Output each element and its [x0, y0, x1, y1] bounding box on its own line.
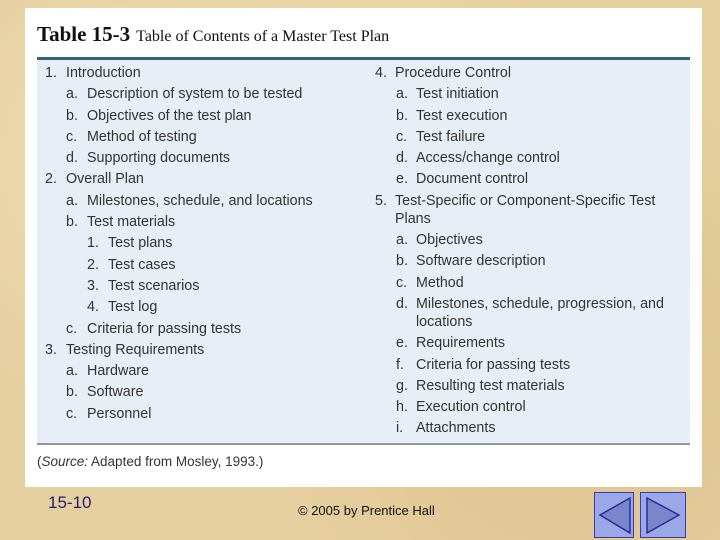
item-text: Test initiation	[416, 86, 499, 103]
list-item	[45, 405, 355, 426]
item-marker: c.	[66, 405, 78, 422]
item-marker: d.	[396, 295, 408, 312]
item-text: Test materials	[87, 214, 176, 231]
item-text: Objectives of the test plan	[87, 107, 252, 124]
item-marker: d.	[66, 150, 78, 167]
item-marker: d.	[396, 150, 408, 167]
list-item	[45, 298, 355, 319]
list-item	[45, 277, 355, 298]
list-item	[375, 64, 675, 85]
list-item	[45, 170, 355, 191]
right-column	[375, 64, 675, 441]
table-number: Table 15-3	[37, 22, 131, 46]
list-item	[375, 149, 675, 170]
list-item	[45, 320, 355, 341]
item-text: Execution control	[416, 399, 526, 416]
list-item	[375, 107, 675, 128]
list-item	[375, 252, 675, 273]
list-item	[375, 295, 675, 334]
list-item	[375, 398, 675, 419]
item-marker: a.	[66, 86, 78, 103]
list-item	[45, 128, 355, 149]
item-marker: b.	[66, 107, 78, 124]
source-text: Adapted from Mosley, 1993.	[88, 454, 259, 469]
list-item	[375, 170, 675, 191]
slide-number: 15-10	[48, 493, 92, 512]
item-marker: a.	[66, 192, 78, 209]
item-text: Software	[87, 384, 144, 401]
item-text: Personnel	[87, 405, 152, 422]
item-marker: e.	[396, 335, 408, 352]
table-title	[37, 22, 389, 47]
item-text: Resulting test materials	[416, 377, 565, 394]
item-text: Method	[416, 274, 464, 291]
source-label: Source:	[41, 454, 89, 469]
list-item	[45, 85, 355, 106]
item-marker: c.	[66, 320, 78, 337]
copyright: © 2005 by Prentice Hall	[298, 503, 435, 518]
item-marker: 1.	[87, 235, 99, 252]
item-marker: e.	[396, 171, 408, 188]
item-marker: c.	[396, 128, 408, 145]
item-text: Document control	[416, 171, 529, 188]
item-marker: 5.	[375, 192, 387, 209]
item-marker: 4.	[375, 65, 387, 81]
item-text: Test failure	[416, 128, 486, 145]
list-item	[45, 383, 355, 404]
list-item	[375, 419, 675, 440]
list-item	[375, 85, 675, 106]
list-item	[45, 234, 355, 255]
list-item	[45, 64, 355, 85]
item-text: Hardware	[87, 363, 149, 380]
item-text: Supporting documents	[87, 150, 231, 167]
list-item	[375, 192, 675, 231]
list-item	[45, 192, 355, 213]
list-item	[45, 362, 355, 383]
item-marker: b.	[66, 214, 78, 231]
item-text: Milestones, schedule, and locations	[87, 192, 313, 209]
item-marker: i.	[396, 420, 404, 437]
item-text: Criteria for passing tests	[416, 356, 571, 373]
table-figure	[25, 8, 702, 487]
next-slide-button[interactable]	[640, 492, 686, 538]
item-marker: 3.	[87, 277, 99, 294]
item-text: Access/change control	[416, 150, 560, 167]
item-marker: 4.	[87, 299, 99, 316]
list-item	[375, 128, 675, 149]
item-marker: a.	[66, 363, 78, 380]
item-marker: c.	[66, 128, 78, 145]
item-text: Testing Requirements	[66, 341, 205, 358]
item-text: Test execution	[416, 107, 508, 124]
item-text: Requirements	[416, 335, 505, 352]
item-marker: 2.	[45, 171, 57, 188]
item-text: Procedure Control	[395, 65, 512, 81]
item-text: Method of testing	[87, 128, 197, 145]
contents-table	[37, 57, 690, 445]
item-text: Milestones, schedule, progression, and locations	[416, 295, 664, 330]
triangle-right-icon	[641, 493, 687, 539]
list-item	[375, 356, 675, 377]
item-text: Test-Specific or Component-Specific Test Plans	[395, 192, 656, 227]
item-text: Test scenarios	[108, 277, 200, 294]
item-marker: b.	[396, 107, 408, 124]
item-marker: f.	[396, 356, 404, 373]
item-marker: 3.	[45, 341, 57, 358]
item-marker: 2.	[87, 256, 99, 273]
item-text: Introduction	[66, 65, 141, 81]
item-marker: a.	[396, 86, 408, 103]
item-marker: h.	[396, 399, 408, 416]
item-text: Test plans	[108, 235, 173, 252]
left-column	[45, 64, 355, 426]
item-text: Criteria for passing tests	[87, 320, 242, 337]
item-marker: g.	[396, 377, 408, 394]
list-item	[45, 341, 355, 362]
item-marker: c.	[396, 274, 408, 291]
item-text: Objectives	[416, 232, 483, 249]
list-item	[45, 107, 355, 128]
item-marker: b.	[66, 384, 78, 401]
list-item	[375, 274, 675, 295]
item-text: Description of system to be tested	[87, 86, 303, 103]
table-caption: Table of Contents of a Master Test Plan	[136, 28, 390, 45]
list-item	[45, 256, 355, 277]
previous-slide-button[interactable]	[594, 492, 634, 538]
list-item	[375, 231, 675, 252]
list-item	[375, 334, 675, 355]
source-note: (Source: Adapted from Mosley, 1993.)	[37, 454, 264, 469]
list-item	[375, 377, 675, 398]
list-item	[45, 149, 355, 170]
triangle-left-icon	[595, 493, 635, 539]
item-text: Attachments	[416, 420, 496, 437]
item-text: Overall Plan	[66, 171, 144, 188]
item-marker: a.	[396, 232, 408, 249]
item-marker: 1.	[45, 65, 57, 81]
item-text: Software description	[416, 253, 546, 270]
item-marker: b.	[396, 253, 408, 270]
item-text: Test log	[108, 299, 158, 316]
list-item	[45, 213, 355, 234]
item-text: Test cases	[108, 256, 176, 273]
